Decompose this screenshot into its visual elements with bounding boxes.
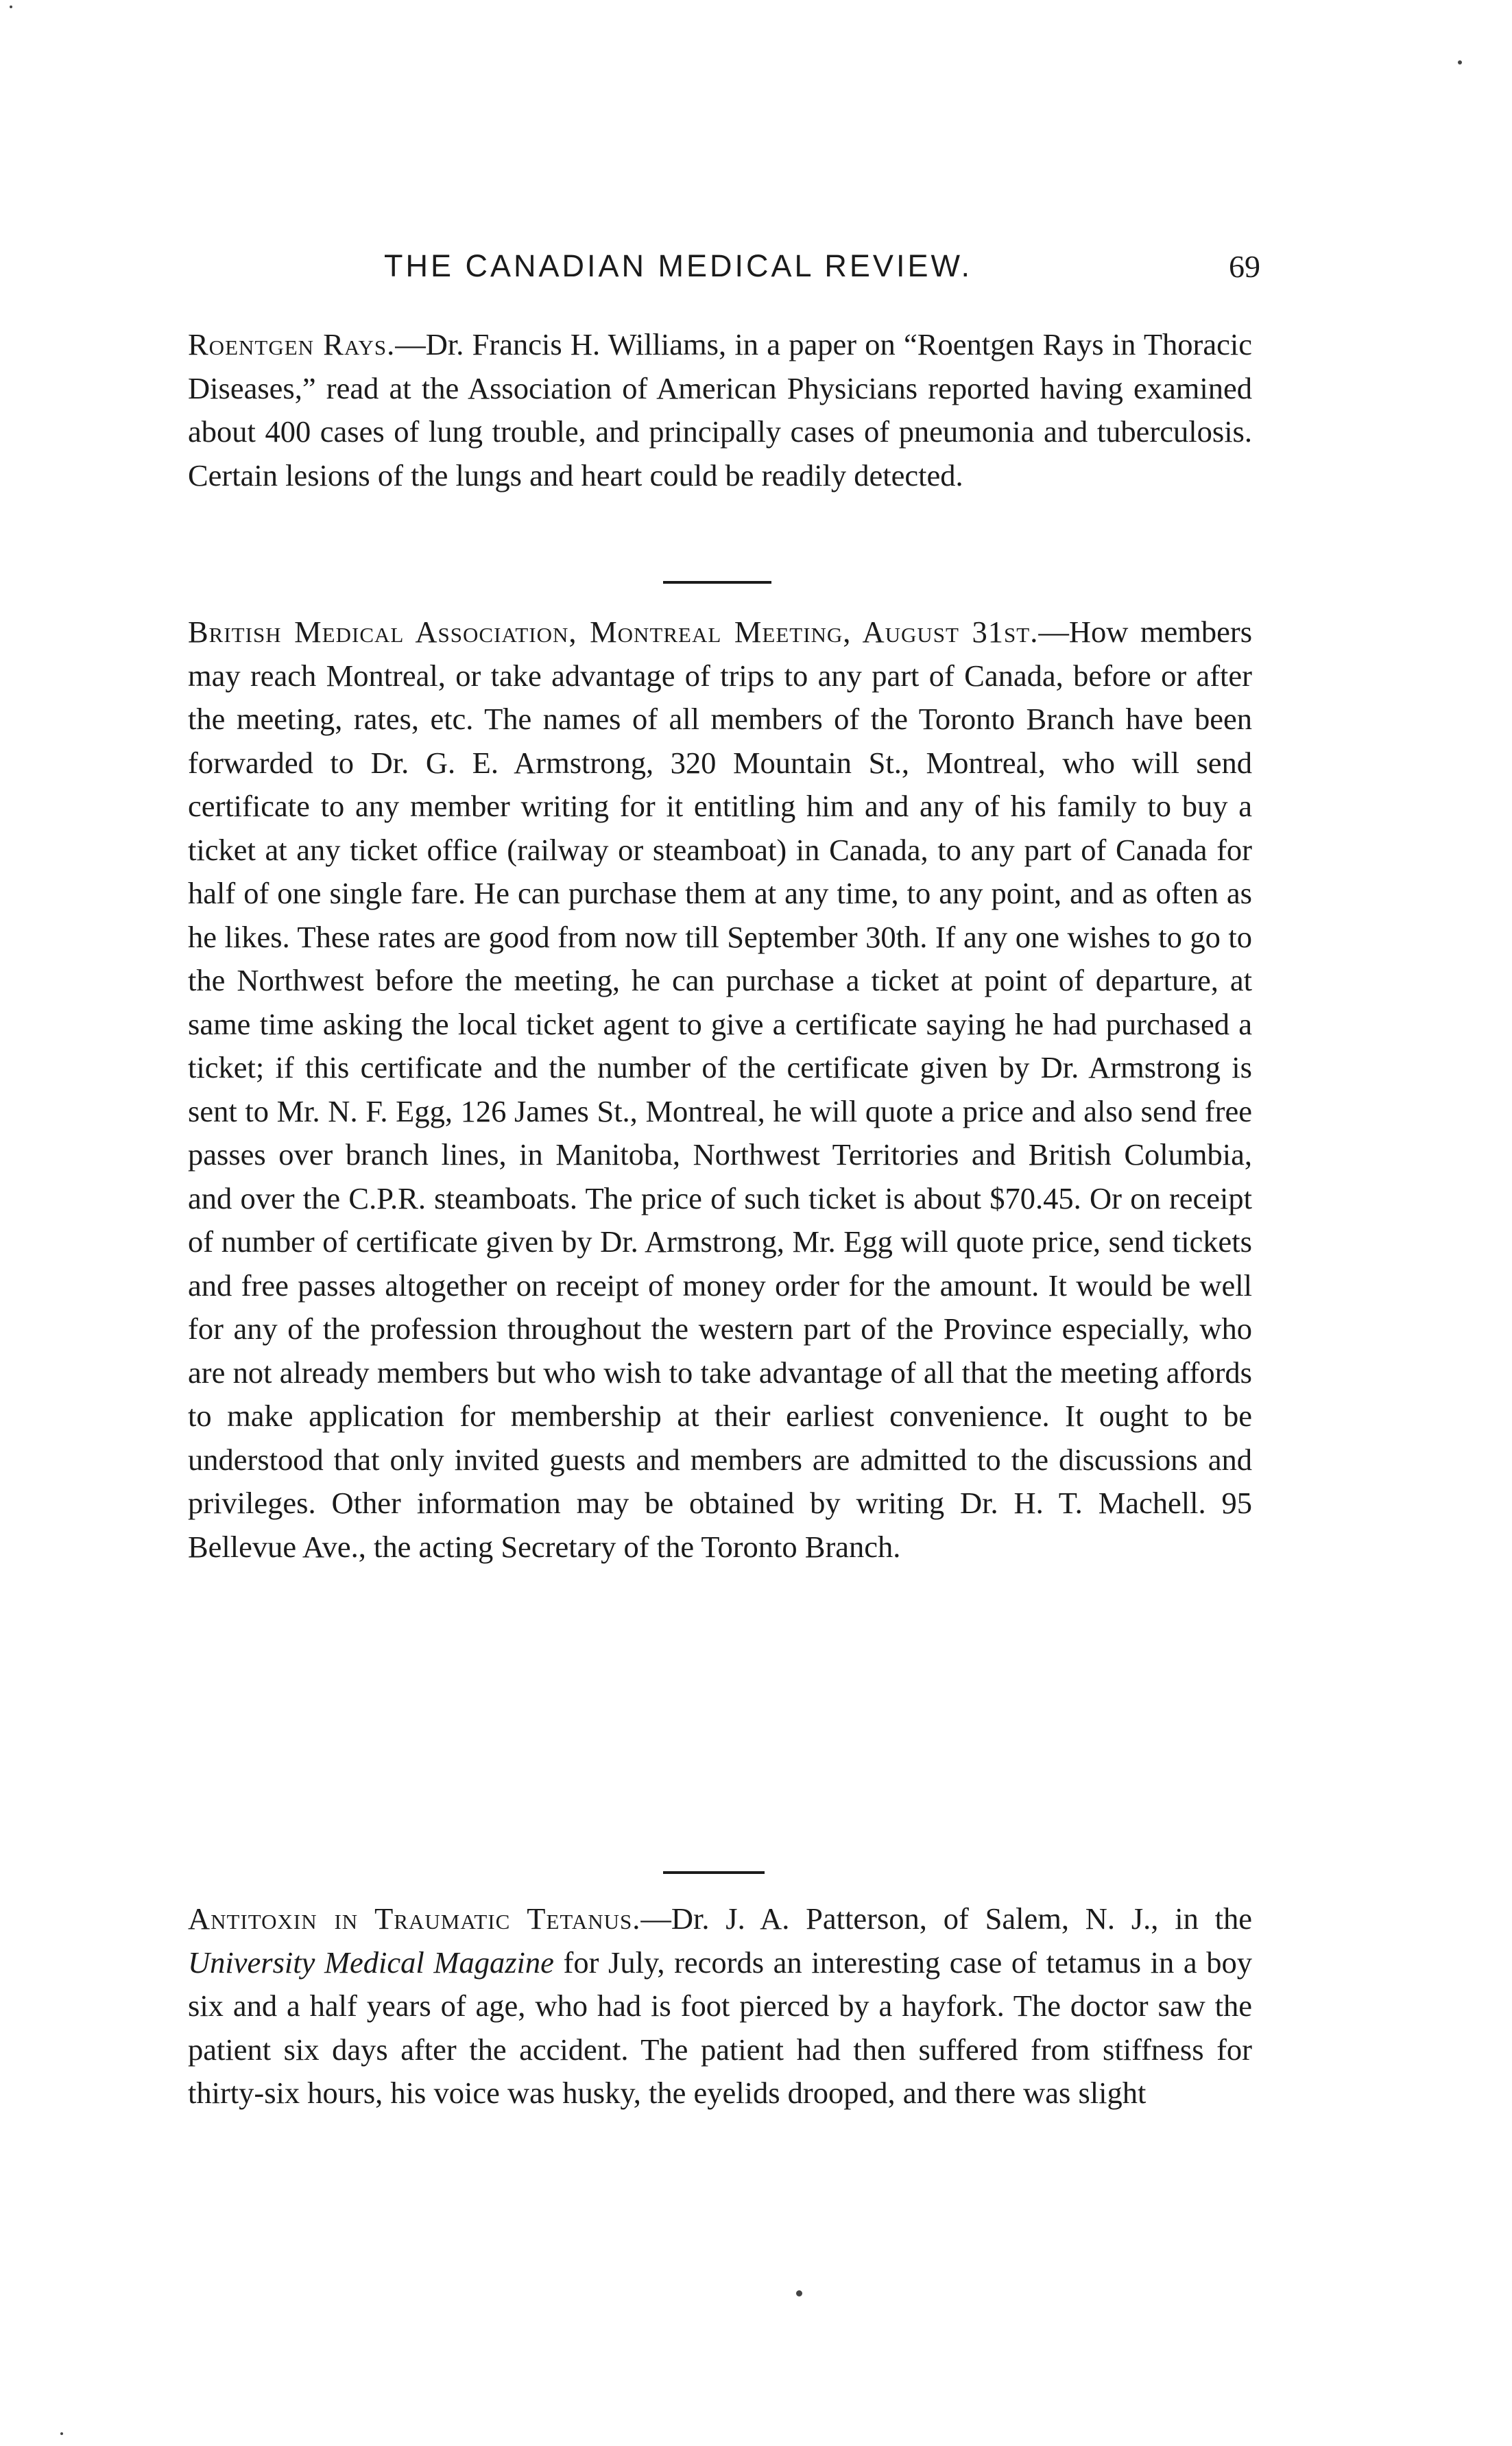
article-body: —Dr. Francis H. Williams, in a paper on “Roentgen Rays in Thoracic Diseases,” read at the Association of American Physicians reported having examined about 400 cases of lung trouble, and principally cases of pneumonia and tuberculosis. Certain lesions of the lungs and heart could be readily detected. bbox=[188, 327, 1252, 492]
journal-title: University Medical Magazine bbox=[188, 1945, 554, 1980]
article-intro: —Dr. J. A. Patterson, of Salem, N. J., in the bbox=[640, 1901, 1253, 1936]
ink-speck bbox=[10, 5, 12, 8]
article-body: for July, records an interesting case of tetamus in a boy six and a half years of age, who had is foot pierced by a hayfork. The doctor saw the patient six days after the accident. The patient had then suffered from stiffness for thirty-six hours, his voice was husky, the eyelids drooped, and there was slight bbox=[188, 1945, 1252, 2110]
page-number: 69 bbox=[1229, 249, 1260, 284]
article-antitoxin-tetanus bbox=[188, 1897, 1252, 2115]
running-head: THE CANADIAN MEDICAL REVIEW. bbox=[384, 248, 972, 283]
ink-speck bbox=[60, 2432, 63, 2435]
article-heading: Antitoxin in Traumatic Tetanus. bbox=[188, 1901, 641, 1936]
article-roentgen-rays bbox=[188, 323, 1252, 497]
ink-speck bbox=[1458, 60, 1462, 64]
article-bma-meeting bbox=[188, 610, 1252, 1569]
ink-speck bbox=[796, 2290, 802, 2296]
section-divider bbox=[663, 581, 771, 584]
article-heading: British Medical Association, Montreal Meeting, August 31st. bbox=[188, 615, 1039, 649]
article-heading: Roentgen Rays. bbox=[188, 327, 396, 361]
article-body: —How members may reach Montreal, or take advantage of trips to any part of Canada, before or after the meeting, rates, etc. The names of all members of the Toronto Branch have been forwarded to Dr. G. E. Armstrong, 320 Mountain St., Montreal, who will send certificate to any member writing for it entitling him and any of his family to buy a ticket at any ticket office (railway or steamboat) in Canada, to any part of Canada for half of one single fare. He can purchase them at any time, to any point, and as often as he likes. These rates are good from now till September 30th. If any one wishes to go to the Northwest before the meeting, he can purchase a ticket at point of departure, at same time asking the local ticket agent to give a certificate saying he had purchased a ticket; if this certificate and the number of the certificate given by Dr. Armstrong is sent to Mr. N. F. Egg, 126 James St., Montreal, he will quote a price and also send free passes over branch lines, in Manitoba, Northwest Territories and British Columbia, and over the C.P.R. steamboats. The price of such ticket is about $70.45. Or on receipt of number of certificate given by Dr. Armstrong, Mr. Egg will quote price, send tickets and free passes altogether on receipt of money order for the amount. It would be well for any of the profession throughout the western part of the Province especially, who are not already members but who wish to take advantage of all that the meeting affords to make application for membership at their earliest convenience. It ought to be understood that only invited guests and members are admitted to the discussions and privileges. Other information may be obtained by writing Dr. H. T. Machell. 95 Bellevue Ave., the acting Secretary of the Toronto Branch. bbox=[188, 615, 1253, 1564]
section-divider bbox=[663, 1871, 765, 1874]
